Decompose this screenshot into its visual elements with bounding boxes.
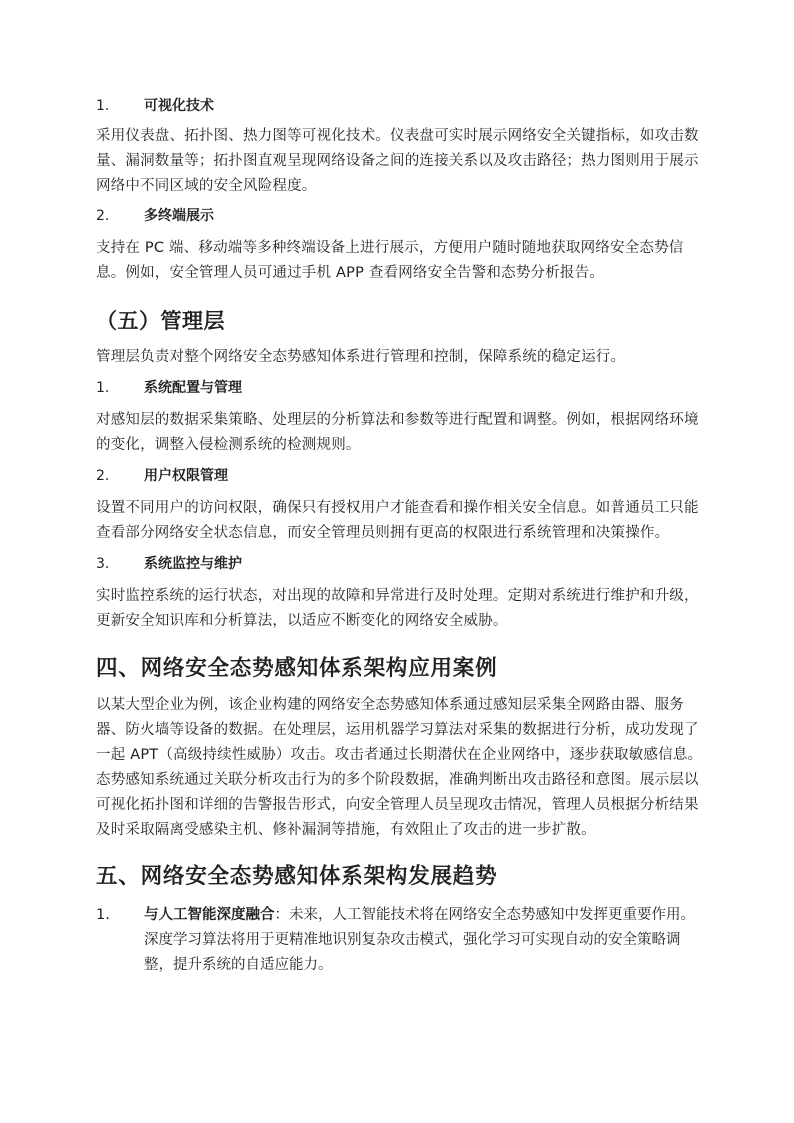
paragraph: 管理层负责对整个网络安全态势感知体系进行管理和控制，保障系统的稳定运行。	[96, 349, 626, 365]
item-title: 系统配置与管理	[144, 380, 242, 396]
list-item-body	[144, 903, 704, 978]
item-title: 多终端展示	[144, 208, 214, 224]
item-title: 用户权限管理	[144, 468, 228, 484]
chapter-heading: 四、网络安全态势感知体系架构应用案例	[96, 656, 498, 681]
item-number: 1.	[96, 98, 110, 114]
item-heading	[96, 466, 704, 486]
paragraph: 实时监控系统的运行状态，对出现的故障和异常进行及时处理。定期对系统进行维护和升级，更新安全知识库和分析算法，以适应不断变化的网络安全威胁。	[96, 588, 699, 629]
list-item	[96, 903, 704, 978]
item-number: 1.	[96, 907, 110, 923]
list-item-text: ：未来，人工智能技术将在网络安全态势感知中发挥更重要作用。深度学习算法将用于更精准地识别复杂攻击模式，强化学习可实现自动的安全策略调整，提升系统的自适应能力。	[144, 907, 695, 973]
item-number: 2.	[96, 468, 110, 484]
paragraph: 对感知层的数据采集策略、处理层的分析算法和参数等进行配置和调整。例如，根据网络环境的变化，调整入侵检测系统的检测规则。	[96, 412, 699, 453]
paragraph: 支持在 PC 端、移动端等多种终端设备上进行展示，方便用户随时随地获取网络安全态势信息。例如，安全管理人员可通过手机 APP 查看网络安全告警和态势分析报告。	[96, 240, 684, 281]
item-heading	[96, 96, 704, 116]
item-heading	[96, 206, 704, 226]
list-item-lead: 与人工智能深度融合	[144, 907, 275, 923]
item-heading	[96, 378, 704, 398]
paragraph: 以某大型企业为例，该企业构建的网络安全态势感知体系通过感知层采集全网路由器、服务器、防火墙等设备的数据。在处理层，运用机器学习算法对采集的数据进行分析，成功发现了一起 APT（高级持续性威胁）攻击。攻击者通过长期潜伏在企业网络中，逐步获取敏感信息。态势感知系统通过关联分析攻击行为的多个阶段数据，准确判断出攻击路径和意图。展示层以可视化拓扑图和详细的告警报告形式，向安全管理人员呈现攻击情况，管理人员根据分析结果及时采取隔离受感染主机、修补漏洞等措施，有效阻止了攻击的进一步扩散。	[96, 697, 703, 838]
item-number: 1.	[96, 380, 110, 396]
item-number: 2.	[96, 208, 110, 224]
section-heading: （五）管理层	[96, 309, 225, 333]
item-number: 3.	[96, 556, 110, 572]
paragraph: 设置不同用户的访问权限，确保只有授权用户才能查看和操作相关安全信息。如普通员工只能查看部分网络安全状态信息，而安全管理员则拥有更高的权限进行系统管理和决策操作。	[96, 500, 699, 541]
paragraph: 采用仪表盘、拓扑图、热力图等可视化技术。仪表盘可实时展示网络安全关键指标，如攻击数量、漏洞数量等；拓扑图直观呈现网络设备之间的连接关系以及攻击路径；热力图则用于展示网络中不同区域的安全风险程度。	[96, 128, 699, 194]
item-heading	[96, 554, 704, 574]
item-title: 系统监控与维护	[144, 556, 242, 572]
item-title: 可视化技术	[144, 98, 214, 114]
chapter-heading: 五、网络安全态势感知体系架构发展趋势	[96, 864, 498, 889]
